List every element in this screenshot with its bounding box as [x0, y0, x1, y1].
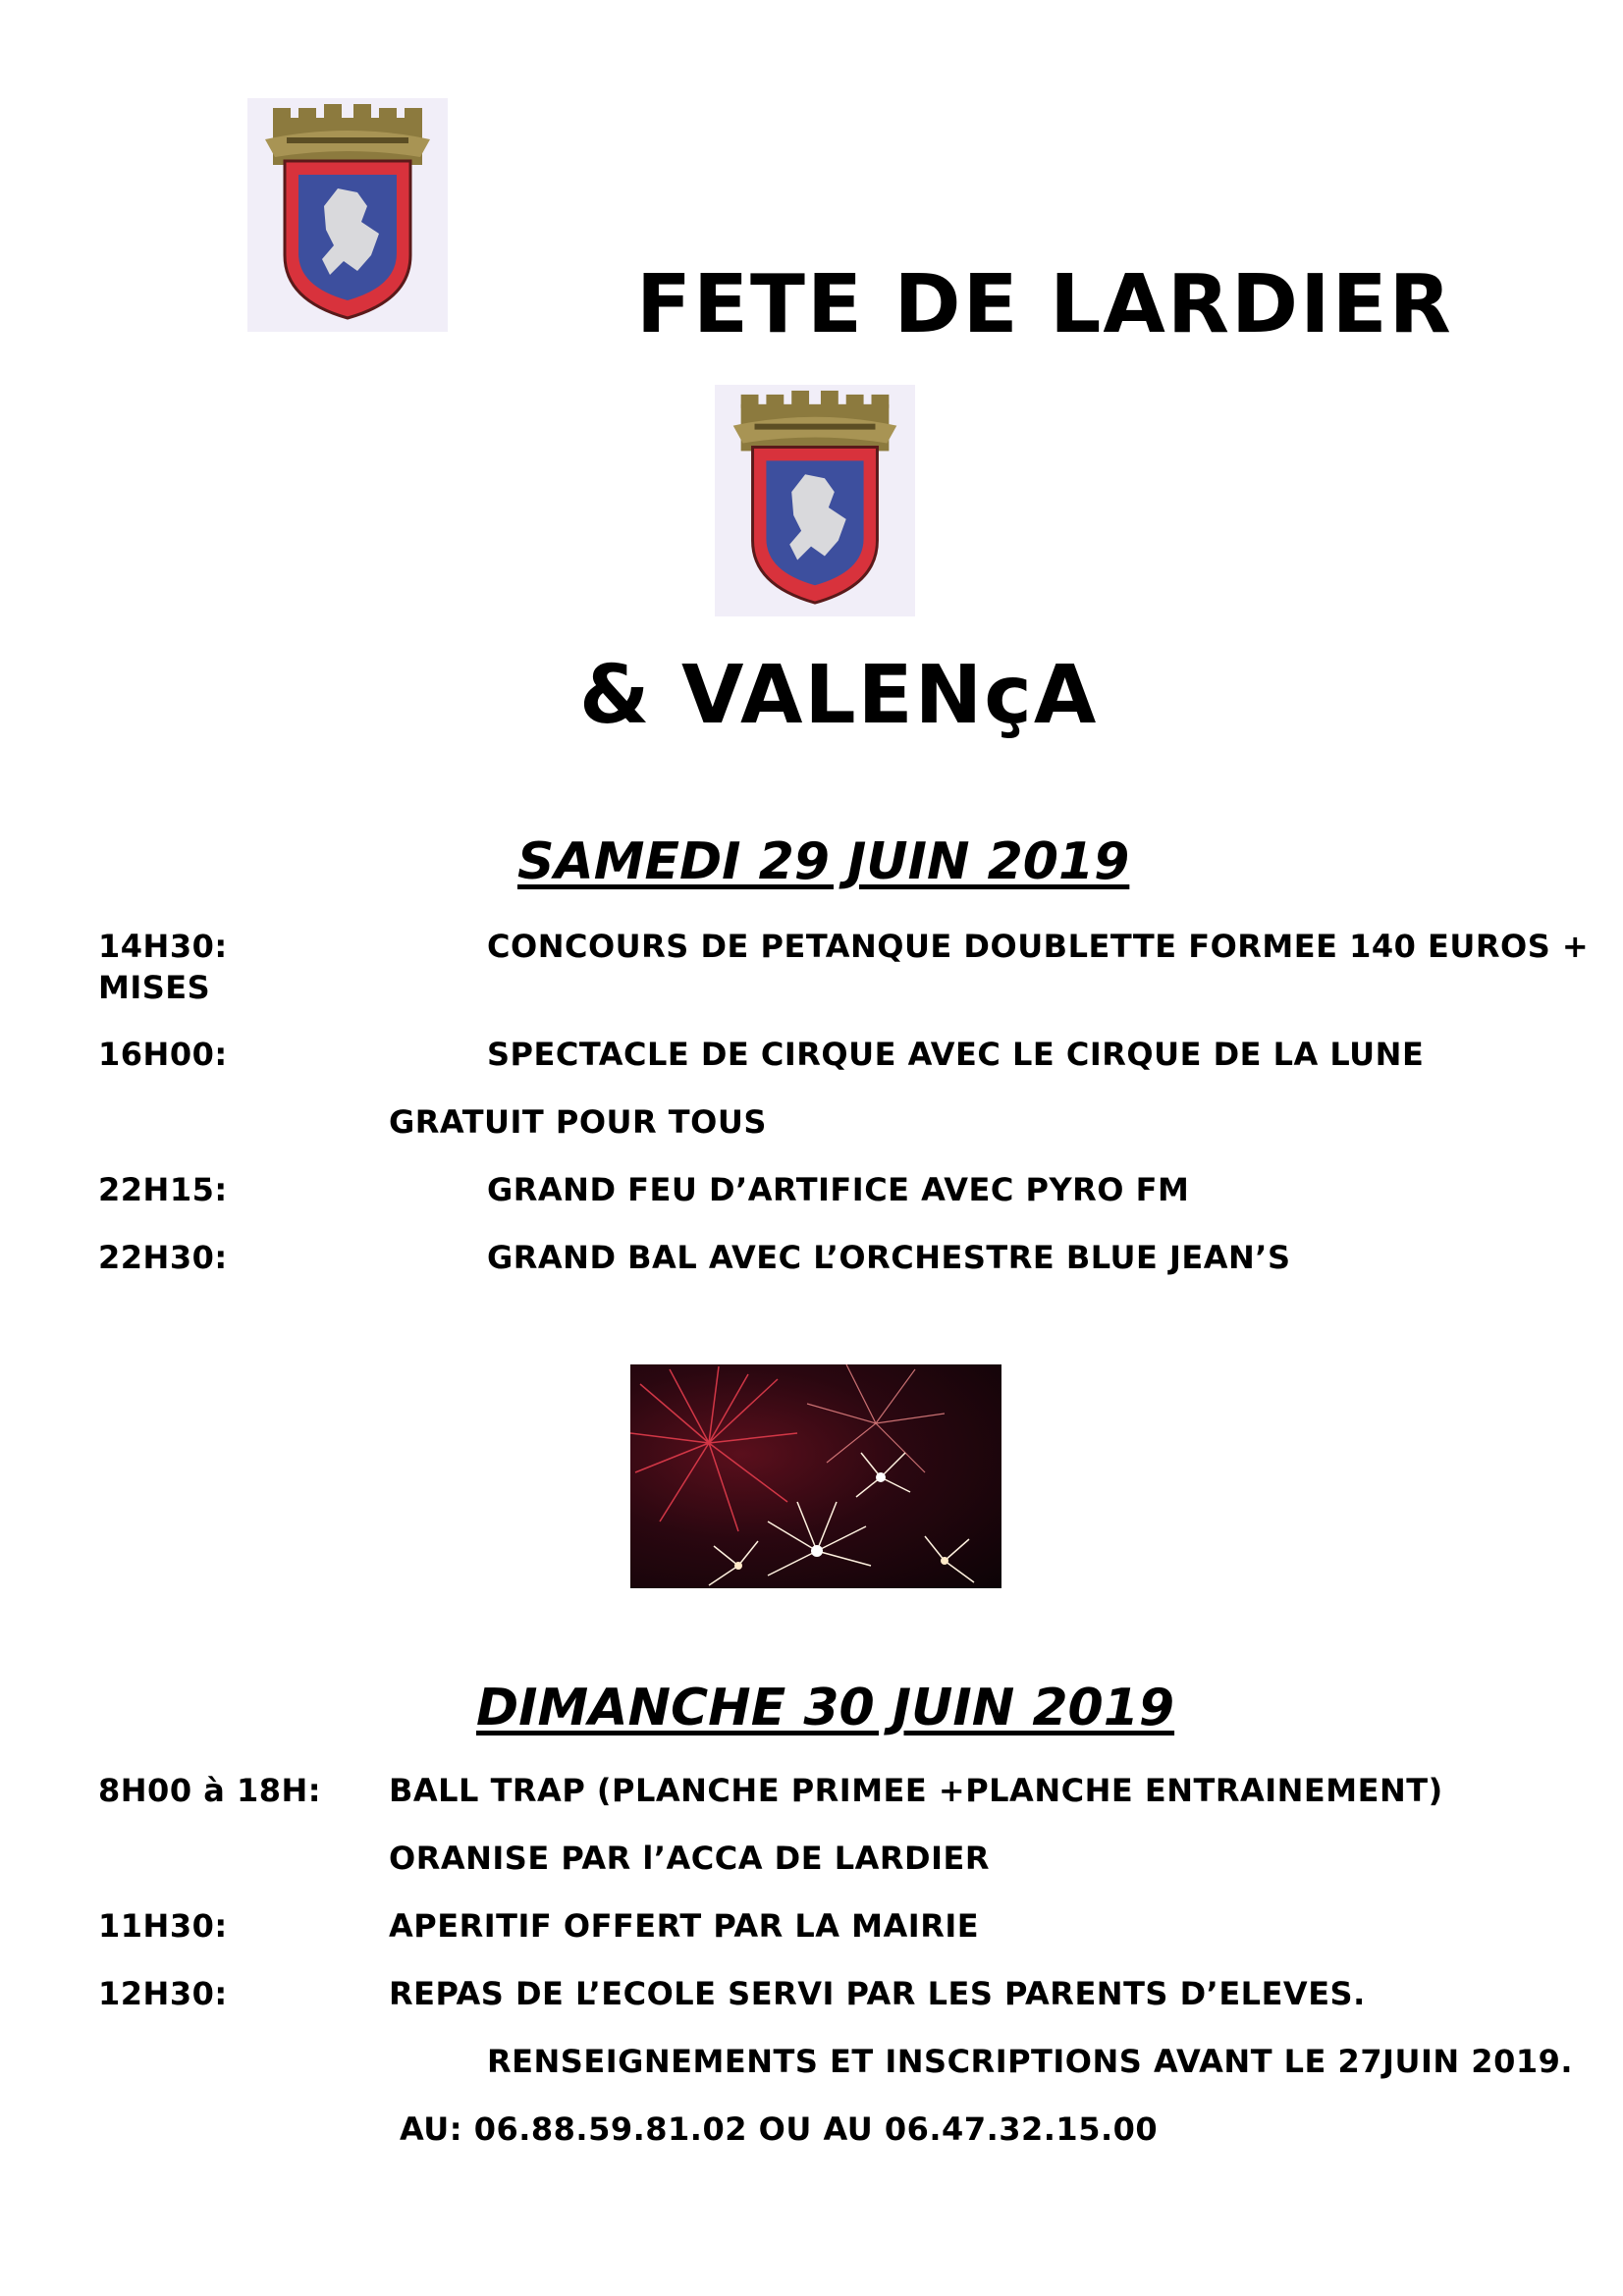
event-time: 11H30:	[98, 1907, 228, 1945]
fireworks-icon	[630, 1364, 1001, 1588]
event-text: REPAS DE L’ECOLE SERVI PAR LES PARENTS D’ELEVES.	[389, 1975, 1366, 2012]
event-text: APERITIF OFFERT PAR LA MAIRIE	[389, 1907, 980, 1945]
coat-of-arms-lardier	[247, 98, 448, 332]
event-text: CONCOURS DE PETANQUE DOUBLETTE FORMEE 140 EUROS +	[487, 928, 1590, 965]
event-note: GRATUIT POUR TOUS	[389, 1103, 767, 1141]
sunday-heading: DIMANCHE 30 JUIN 2019	[476, 1679, 1175, 1737]
contact-phones: AU: 06.88.59.81.02 OU AU 06.47.32.15.00	[400, 2110, 1159, 2148]
event-text: BALL TRAP (PLANCHE PRIMEE +PLANCHE ENTRAINEMENT)	[389, 1772, 1443, 1809]
event-time: 16H00:	[98, 1036, 228, 1073]
event-time: 14H30:	[98, 928, 228, 965]
event-time: 12H30:	[98, 1975, 228, 2012]
event-text: SPECTACLE DE CIRQUE AVEC LE CIRQUE DE LA LUNE	[487, 1036, 1425, 1073]
saturday-heading: SAMEDI 29 JUIN 2019	[517, 832, 1130, 891]
coat-of-arms-icon	[247, 98, 448, 332]
event-time: 8H00 à 18H:	[98, 1772, 322, 1809]
coat-of-arms-valenca	[715, 385, 915, 616]
event-text: GRAND BAL AVEC L’ORCHESTRE BLUE JEAN’S	[487, 1239, 1291, 1276]
event-note: ORANISE PAR l’ACCA DE LARDIER	[389, 1840, 990, 1877]
event-time: 22H15:	[98, 1171, 228, 1208]
coat-of-arms-icon	[715, 385, 915, 616]
page-subtitle: & VALENçA	[579, 649, 1099, 742]
event-text-continuation: MISES	[98, 969, 211, 1006]
event-time: 22H30:	[98, 1239, 228, 1276]
fireworks-photo	[630, 1364, 1001, 1588]
registration-info: RENSEIGNEMENTS ET INSCRIPTIONS AVANT LE 27JUIN 2019.	[487, 2043, 1574, 2080]
page-title: FETE DE LARDIER	[636, 258, 1453, 351]
event-text: GRAND FEU D’ARTIFICE AVEC PYRO FM	[487, 1171, 1190, 1208]
